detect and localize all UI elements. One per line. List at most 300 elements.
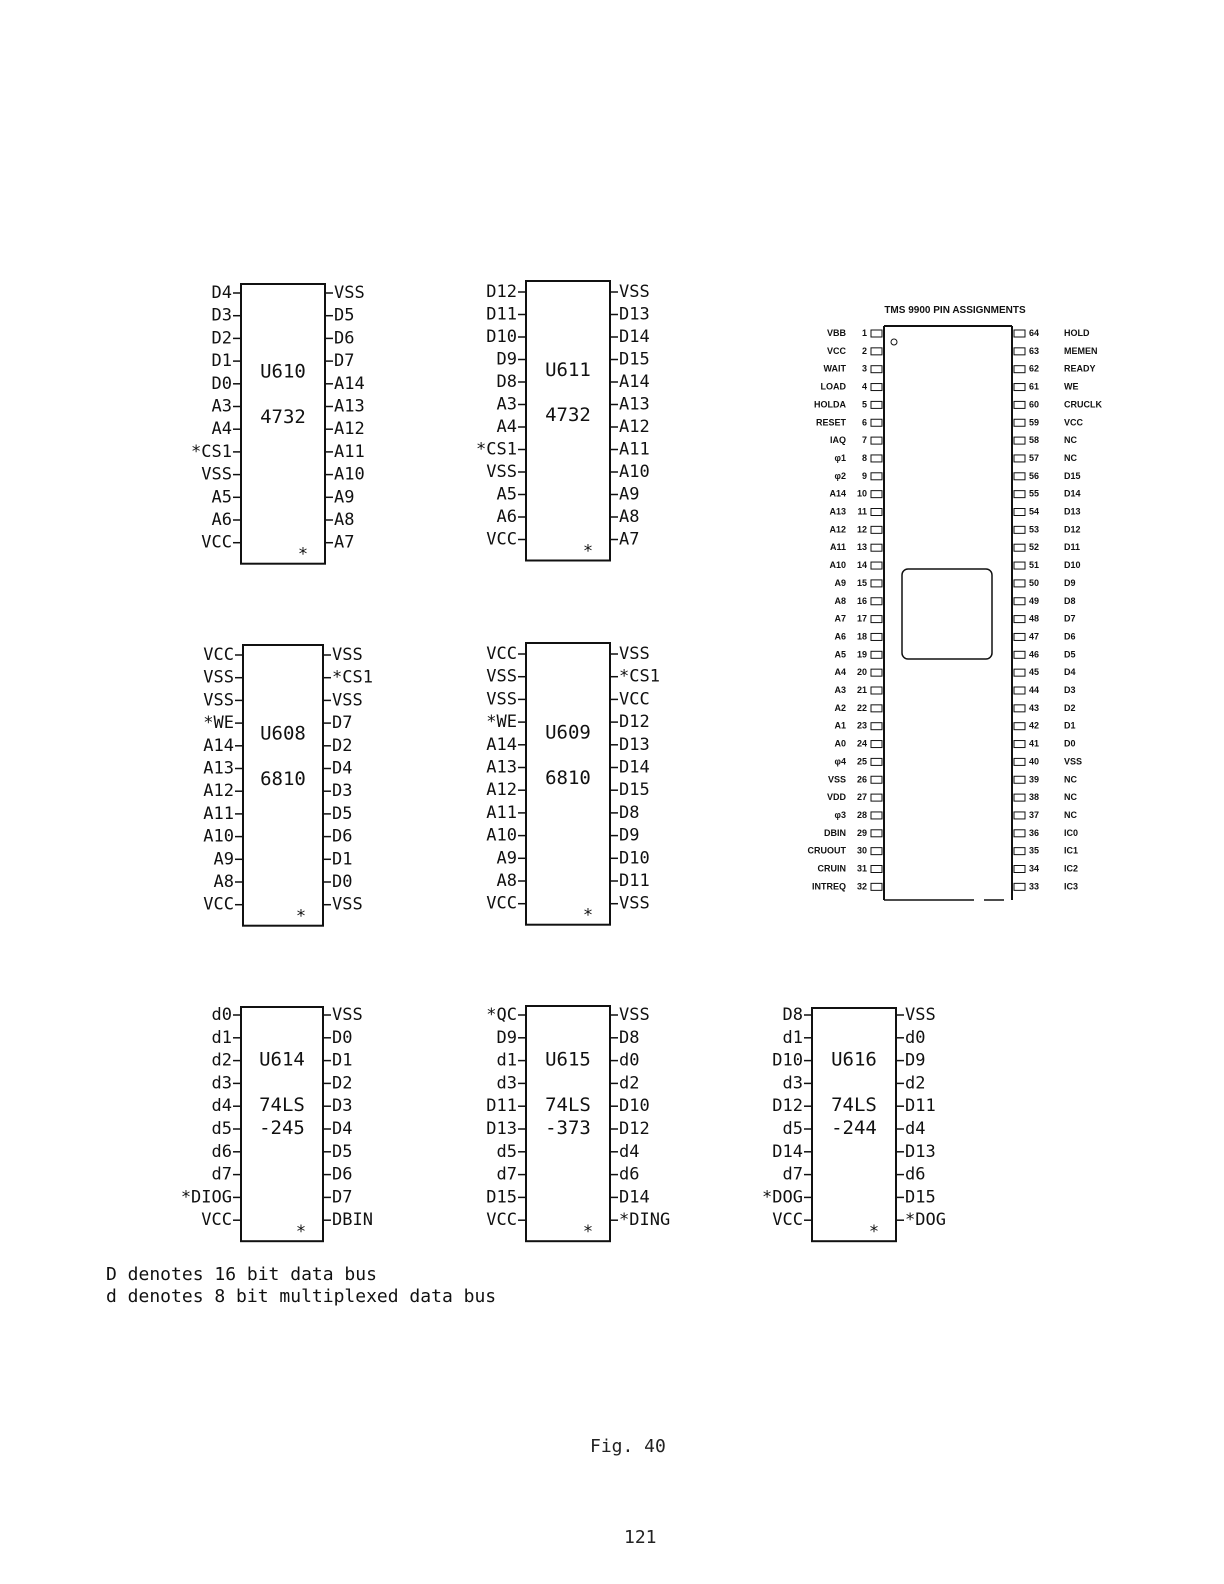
chip-star-mark: * <box>297 544 309 565</box>
chip-part-number: -245 <box>259 1117 305 1139</box>
pin-label-right: D15 <box>619 780 650 801</box>
pin-label-right: D12 <box>619 1119 650 1139</box>
tms-pin-right <box>1014 544 1025 551</box>
tms-pin-number: 19 <box>856 649 867 660</box>
pin-label-right: A12 <box>334 419 365 440</box>
pin-label-left: d5 <box>782 1119 803 1139</box>
tms-pin-signal: φ3 <box>834 809 846 820</box>
tms-pin-right <box>1014 758 1025 765</box>
pin-label-right: D7 <box>332 1187 353 1208</box>
page-number: 121 <box>624 1527 657 1548</box>
tms-pin-left <box>871 723 882 730</box>
tms-pin-signal: A10 <box>829 560 846 571</box>
tms-pin-signal: READY <box>1064 363 1096 374</box>
pin-label-left: D9 <box>496 1027 517 1048</box>
pin-label-right: D10 <box>619 848 650 869</box>
tms-pin-left <box>871 616 882 623</box>
tms-pin-signal: CRUIN <box>817 863 846 874</box>
pin-label-left: A5 <box>211 487 232 508</box>
tms-pin-number: 3 <box>861 363 867 374</box>
pin-label-left: VSS <box>201 464 232 485</box>
tms-pin-right <box>1014 384 1025 391</box>
pin-label-right: A7 <box>334 532 355 553</box>
pin-label-left: VCC <box>201 1210 232 1231</box>
tms-pin-signal: D15 <box>1064 470 1081 481</box>
pin-label-left: *CS1 <box>191 441 232 462</box>
tms-pin-signal: A8 <box>834 595 846 606</box>
tms-pin-number: 55 <box>1029 488 1040 499</box>
pin-label-right: D14 <box>619 757 650 778</box>
tms-pin-number: 61 <box>1029 381 1040 392</box>
tms-pin-right <box>1014 776 1025 783</box>
tms-pin-signal: NC <box>1064 774 1077 785</box>
pin-label-right: D13 <box>905 1141 936 1162</box>
pin-label-left: A11 <box>486 802 517 823</box>
chip-u611 <box>476 281 650 562</box>
tms-pin-left <box>871 741 882 748</box>
pin-label-right: D3 <box>332 781 353 802</box>
pin-label-left: *WE <box>486 712 517 733</box>
pin-label-left: A9 <box>496 848 517 869</box>
tms-pin-signal: VCC <box>1064 417 1084 428</box>
tms-pin-right <box>1014 419 1025 426</box>
tms-pin-right <box>1014 883 1025 890</box>
pin-label-left: D1 <box>211 351 232 372</box>
pin-label-left: VCC <box>486 644 517 664</box>
tms-pin-signal: IC1 <box>1064 845 1079 856</box>
tms-pin-right <box>1014 830 1025 837</box>
pin-label-right: VSS <box>905 1005 936 1025</box>
pin-label-right: VSS <box>332 1005 363 1025</box>
pin-label-right: *DING <box>619 1210 671 1231</box>
pin-label-right: d4 <box>619 1141 640 1162</box>
tms-pin-left <box>871 633 882 640</box>
chip-name: U608 <box>260 722 306 745</box>
tms-pin-number: 25 <box>856 756 867 767</box>
pin-label-left: A12 <box>203 781 234 802</box>
tms-pin-number: 5 <box>861 399 867 410</box>
chip-u616 <box>762 1005 946 1242</box>
tms-pin-left <box>871 830 882 837</box>
pin-label-right: D5 <box>332 1141 353 1162</box>
pin-label-left: A8 <box>213 872 234 892</box>
tms-pin-signal: A2 <box>834 702 846 713</box>
note-data-bus-16: D denotes 16 bit data bus <box>106 1264 377 1285</box>
pin-label-left: D8 <box>496 372 517 392</box>
chip-part-number: -244 <box>831 1117 877 1139</box>
pin-label-left: D15 <box>486 1187 517 1208</box>
pin-label-left: d5 <box>211 1119 232 1139</box>
pin-label-right: A11 <box>619 439 650 460</box>
tms-pin-right <box>1014 687 1025 694</box>
pin-label-left: A4 <box>496 417 517 437</box>
tms-pin-left <box>871 401 882 408</box>
pin-label-left: D9 <box>496 349 517 370</box>
tms-pin-number: 38 <box>1029 792 1040 803</box>
tms-pin-left <box>871 330 882 337</box>
pin-label-left: d3 <box>211 1073 232 1094</box>
chip-star-mark: * <box>582 1222 594 1243</box>
tms-pin-number: 18 <box>856 631 867 642</box>
tms-pin-right <box>1014 723 1025 730</box>
tms-pin-number: 12 <box>856 524 867 535</box>
pin-label-left: A10 <box>486 825 517 846</box>
tms-pin-signal: D10 <box>1064 560 1081 571</box>
tms-pin-signal: D11 <box>1064 542 1081 553</box>
tms-pin-number: 45 <box>1029 667 1040 678</box>
pin-label-right: A7 <box>619 529 640 550</box>
pin-label-left: d1 <box>496 1050 517 1071</box>
pin-label-right: A12 <box>619 417 650 437</box>
pin-label-left: A14 <box>203 735 234 756</box>
tms-pin-right <box>1014 616 1025 623</box>
chip-star-mark: * <box>582 905 594 926</box>
tms-pin-signal: NC <box>1064 792 1077 803</box>
tms-pin-signal: IC2 <box>1064 863 1079 874</box>
tms-pin-signal: D12 <box>1064 524 1081 535</box>
tms-pin-right <box>1014 509 1025 516</box>
tms-pin-left <box>871 776 882 783</box>
pin-label-left: A14 <box>486 734 517 755</box>
tms-pin-signal: A7 <box>834 613 846 624</box>
pin-label-left: *WE <box>203 713 234 734</box>
pin-label-right: D12 <box>619 712 650 733</box>
tms-pin-number: 33 <box>1029 881 1040 892</box>
chip-name: U609 <box>545 721 591 744</box>
tms-pin-number: 2 <box>861 345 867 356</box>
tms-pin-signal: D13 <box>1064 506 1081 517</box>
tms-pin-left <box>871 473 882 480</box>
pin-label-left: A10 <box>203 826 234 847</box>
pin-label-left: VCC <box>203 645 234 665</box>
tms-pin-right <box>1014 526 1025 533</box>
pin-label-left: A3 <box>211 396 232 417</box>
tms-pin-left <box>871 348 882 355</box>
pin-label-left: A8 <box>496 871 517 891</box>
tms-pin-number: 23 <box>856 720 867 731</box>
tms-pin-signal: A3 <box>834 685 846 695</box>
tms-pin-left <box>871 562 882 569</box>
chip-u614 <box>181 1005 373 1242</box>
tms-pin-signal: HOLDA <box>814 399 846 410</box>
pin-label-left: A11 <box>203 803 234 824</box>
pin-label-left: *CS1 <box>476 439 517 460</box>
pin-label-right: *DOG <box>905 1210 946 1231</box>
pin-label-right: D9 <box>905 1050 926 1071</box>
tms-pin-signal: D0 <box>1064 738 1076 749</box>
tms-pin-signal: D14 <box>1064 488 1081 499</box>
pin-label-left: VSS <box>486 689 517 710</box>
pin-label-left: D10 <box>486 327 517 347</box>
pin-label-right: VSS <box>332 645 363 665</box>
tms-pin-right <box>1014 598 1025 605</box>
pin-label-left: D3 <box>211 305 232 326</box>
pin-label-left: VSS <box>486 462 517 482</box>
pin-label-left: VCC <box>772 1210 803 1231</box>
pin-label-left: A3 <box>496 394 517 415</box>
pin-label-left: D12 <box>486 282 517 302</box>
tms-pin-right <box>1014 562 1025 569</box>
pin-label-right: VSS <box>334 283 365 303</box>
tms-pin-number: 1 <box>861 328 867 338</box>
chip-star-mark: * <box>295 906 307 927</box>
pin-label-right: D9 <box>619 825 640 846</box>
tms-pin-right <box>1014 473 1025 480</box>
chip-name: U615 <box>545 1048 591 1071</box>
pin-label-right: D11 <box>905 1096 936 1117</box>
pin-label-left: A13 <box>486 757 517 778</box>
chip-name: U614 <box>259 1048 305 1071</box>
tms-pin-right <box>1014 580 1025 587</box>
pin-label-right: D6 <box>334 328 355 349</box>
tms-pin-signal: A13 <box>829 506 846 517</box>
pin-label-left: A5 <box>496 484 517 505</box>
tms-pin-number: 64 <box>1029 328 1040 338</box>
tms-pin-number: 54 <box>1029 506 1040 517</box>
pin-label-left: d7 <box>211 1164 232 1185</box>
tms-pin-number: 31 <box>856 863 867 874</box>
pin-label-right: D2 <box>332 735 353 756</box>
tms-pin-number: 28 <box>856 809 867 820</box>
pin-label-left: VSS <box>203 667 234 688</box>
tms9900-title: TMS 9900 PIN ASSIGNMENTS <box>884 305 1026 316</box>
tms-pin-left <box>871 651 882 658</box>
pin-label-left: D13 <box>486 1119 517 1139</box>
tms-pin-left <box>871 812 882 819</box>
tms-pin-number: 11 <box>857 506 867 517</box>
pin-label-left: A6 <box>211 510 232 530</box>
pin-label-right: D2 <box>332 1073 353 1094</box>
tms-pin-signal: D8 <box>1064 595 1076 606</box>
tms-pin-left <box>871 491 882 498</box>
pin-label-right: *CS1 <box>332 667 373 688</box>
tms-pin-number: 8 <box>861 452 867 463</box>
pin-label-left: D8 <box>782 1005 803 1025</box>
chip-part-number: 6810 <box>260 767 306 790</box>
tms-pin-signal: CRUOUT <box>807 845 846 856</box>
tms-pin-right <box>1014 401 1025 408</box>
tms-pin-signal: IAQ <box>829 435 846 446</box>
tms-pin-number: 36 <box>1029 827 1040 838</box>
pin-label-right: D5 <box>332 803 353 824</box>
tms-pin-number: 9 <box>861 470 867 481</box>
pin-label-left: d6 <box>211 1141 232 1162</box>
pin-label-right: VSS <box>619 282 650 302</box>
tms-pin-signal: A1 <box>834 720 846 731</box>
tms-pin-number: 50 <box>1029 577 1040 588</box>
pin-label-left: A6 <box>496 507 517 527</box>
pin-label-right: A8 <box>334 510 355 530</box>
tms-pin-left <box>871 544 882 551</box>
tms9900-pinout <box>808 305 1103 900</box>
tms-pin-right <box>1014 455 1025 462</box>
pin-label-right: DBIN <box>332 1210 373 1231</box>
tms-pin-number: 4 <box>861 381 867 392</box>
tms-pin-left <box>871 419 882 426</box>
tms-pin-number: 21 <box>856 685 867 695</box>
chip-star-mark: * <box>868 1222 880 1243</box>
tms-pin-right <box>1014 366 1025 373</box>
tms-pin-left <box>871 580 882 587</box>
tms-pin-right <box>1014 705 1025 712</box>
tms-pin-signal: D1 <box>1064 720 1076 731</box>
tms-pin-number: 15 <box>856 577 867 588</box>
tms-pin-number: 53 <box>1029 524 1040 535</box>
tms-pin-number: 14 <box>856 560 867 571</box>
chip-u610 <box>191 283 365 565</box>
tms-pin-number: 24 <box>856 738 867 749</box>
tms-pin-signal: VBB <box>826 328 846 338</box>
tms-pin-number: 41 <box>1029 738 1040 749</box>
tms-pin-signal: LOAD <box>820 381 846 392</box>
pin-label-left: A13 <box>203 758 234 779</box>
chip-part-number: 74LS <box>259 1094 305 1117</box>
tms-pin-number: 27 <box>856 792 867 803</box>
tms-pin-signal: NC <box>1064 452 1077 463</box>
pin-label-left: A12 <box>486 780 517 801</box>
tms-pin-signal: φ1 <box>834 452 846 463</box>
tms-pin-number: 57 <box>1029 452 1040 463</box>
chip-part-number: 74LS <box>545 1094 591 1117</box>
chip-part-number: 6810 <box>545 766 591 789</box>
pin-label-left: *QC <box>486 1005 517 1025</box>
pin-label-left: d1 <box>782 1027 803 1048</box>
pin-label-right: A13 <box>619 394 650 415</box>
tms-pin-right <box>1014 651 1025 658</box>
chip-star-mark: * <box>295 1222 307 1243</box>
tms-pin-number: 17 <box>856 613 867 624</box>
pin-label-right: VSS <box>332 690 363 711</box>
pin-label-left: d7 <box>496 1164 517 1185</box>
tms-pin-left <box>871 384 882 391</box>
pin-label-right: VSS <box>619 644 650 664</box>
pin-label-right: D8 <box>619 802 640 823</box>
tms-pin-signal: D3 <box>1064 685 1076 695</box>
pin-label-right: D3 <box>332 1096 353 1117</box>
pin-label-right: D10 <box>619 1096 650 1117</box>
pin-label-right: D15 <box>619 349 650 370</box>
pin-label-left: A4 <box>211 419 232 440</box>
tms-pin-signal: HOLD <box>1064 328 1090 338</box>
tms-pin-left <box>871 509 882 516</box>
tms-pin-left <box>871 705 882 712</box>
tms-pin-number: 49 <box>1029 595 1040 606</box>
tms-pin-signal: VSS <box>827 774 846 785</box>
tms-pin-left <box>871 848 882 855</box>
tms-pin-number: 30 <box>856 845 867 856</box>
tms-pin-number: 34 <box>1029 863 1040 874</box>
tms-pin-signal: MEMEN <box>1064 345 1098 356</box>
tms-pin-signal: D4 <box>1064 667 1076 678</box>
chip-star-mark: * <box>582 541 594 562</box>
pin-label-right: VSS <box>619 893 650 914</box>
tms-pin-signal: IC3 <box>1064 881 1079 892</box>
tms-pin-number: 47 <box>1029 631 1040 642</box>
pin-label-right: d6 <box>905 1164 926 1185</box>
tms-pin-number: 7 <box>861 435 867 446</box>
pin-label-right: VSS <box>332 894 363 915</box>
pin-label-right: A9 <box>619 484 640 505</box>
chip-part-number: 74LS <box>831 1094 877 1117</box>
tms-pin-number: 6 <box>861 417 867 428</box>
tms-pin-number: 29 <box>856 827 867 838</box>
tms-pin-number: 51 <box>1029 560 1040 571</box>
tms-pin-signal: A4 <box>834 667 846 678</box>
tms-pin-number: 63 <box>1029 345 1040 356</box>
tms-pin-number: 39 <box>1029 774 1040 785</box>
tms-pin-right <box>1014 437 1025 444</box>
note-data-bus-8: d denotes 8 bit multiplexed data bus <box>106 1286 497 1307</box>
tms-pin-signal: NC <box>1064 435 1077 446</box>
tms-pin-right <box>1014 848 1025 855</box>
tms-pin-signal: D9 <box>1064 577 1076 588</box>
figure-caption: Fig. 40 <box>590 1436 666 1457</box>
tms-pin-left <box>871 794 882 801</box>
tms-pin-number: 56 <box>1029 470 1040 481</box>
pin-label-right: D8 <box>619 1027 640 1048</box>
pin-label-left: VCC <box>203 894 234 915</box>
tms-pin-signal: D5 <box>1064 649 1076 660</box>
tms-pin-left <box>871 366 882 373</box>
tms-pin-number: 26 <box>856 774 867 785</box>
die-outline <box>902 569 992 659</box>
chip-part-number: 4732 <box>545 403 591 426</box>
tms-pin-signal: CRUCLK <box>1064 399 1102 410</box>
tms-pin-right <box>1014 866 1025 873</box>
pin-label-right: D13 <box>619 734 650 755</box>
tms-pin-right <box>1014 812 1025 819</box>
pin-label-left: d4 <box>211 1096 232 1117</box>
tms-pin-left <box>871 455 882 462</box>
tms-pin-left <box>871 669 882 676</box>
pin-label-right: A11 <box>334 441 365 462</box>
tms-pin-signal: VDD <box>826 792 846 803</box>
tms-pin-signal: A0 <box>834 738 846 749</box>
tms-pin-number: 32 <box>856 881 867 892</box>
pin-label-left: VSS <box>203 690 234 711</box>
pin-label-right: A8 <box>619 507 640 527</box>
tms-pin-right <box>1014 491 1025 498</box>
pin-label-right: D4 <box>332 1119 353 1139</box>
tms-pin-signal: A5 <box>834 649 846 660</box>
pin-label-right: D6 <box>332 826 353 847</box>
pin-label-left: D0 <box>211 373 232 394</box>
pin-label-right: D7 <box>334 351 355 372</box>
tms-pin-signal: WE <box>1064 381 1079 392</box>
pin-label-left: d1 <box>211 1027 232 1048</box>
tms-pin-number: 60 <box>1029 399 1040 410</box>
pin-label-right: VSS <box>619 1005 650 1025</box>
pin-label-right: *CS1 <box>619 666 660 687</box>
pin-label-left: d3 <box>496 1073 517 1094</box>
pin-label-right: D14 <box>619 1187 650 1208</box>
pin-label-left: D14 <box>772 1141 803 1162</box>
tms-pin-signal: A12 <box>829 524 846 535</box>
tms-pin-left <box>871 598 882 605</box>
tms-pin-signal: φ2 <box>834 470 846 481</box>
pin-label-left: *DOG <box>762 1187 803 1208</box>
pin-label-right: D13 <box>619 304 650 325</box>
pin-label-right: A14 <box>334 373 365 394</box>
tms-pin-number: 59 <box>1029 417 1040 428</box>
tms-pin-left <box>871 526 882 533</box>
tms-pin-signal: D7 <box>1064 613 1076 624</box>
chip-u615 <box>486 1005 670 1242</box>
pin-label-right: VCC <box>619 689 650 710</box>
tms-pin-signal: IC0 <box>1064 827 1079 838</box>
tms-pin-signal: INTREQ <box>811 881 846 892</box>
tms-pin-right <box>1014 741 1025 748</box>
